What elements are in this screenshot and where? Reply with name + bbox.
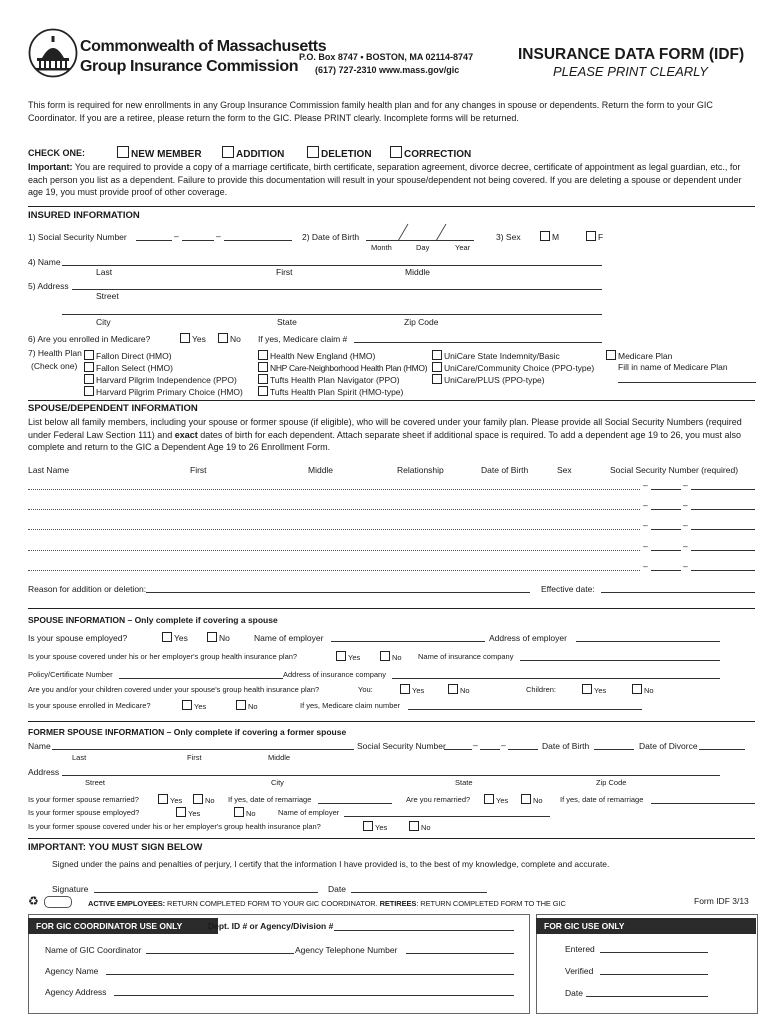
- former-ssn-1[interactable]: [444, 749, 472, 750]
- check-addition[interactable]: ADDITION: [222, 146, 284, 160]
- divorce-date-field[interactable]: [699, 749, 745, 750]
- you-remarried-yes[interactable]: Yes: [484, 794, 508, 805]
- plan-tufts-spirit[interactable]: Tufts Health Plan Spirit (HMO-type): [258, 386, 403, 397]
- check-deletion[interactable]: DELETION: [307, 146, 372, 160]
- spouse-heading: SPOUSE INFORMATION – Only complete if covering a spouse: [28, 615, 278, 625]
- mailing-address: P.O. Box 8747 • BOSTON, MA 02114-8747: [299, 52, 474, 62]
- col-dob: Date of Birth: [481, 465, 529, 475]
- insured-street-field[interactable]: [72, 289, 602, 290]
- return-instructions: ACTIVE EMPLOYEES: RETURN COMPLETED FORM TO YOUR GIC COORDINATOR. RETIREES: RETURN COMPLETED FORM TO THE GIC: [88, 899, 566, 908]
- your-remarriage-date-field[interactable]: [651, 803, 755, 804]
- former-covered-yes[interactable]: Yes: [363, 821, 387, 832]
- org-name-line2: Group Insurance Commission: [80, 58, 299, 75]
- form-subtitle: PLEASE PRINT CLEARLY: [553, 64, 708, 79]
- entered-field[interactable]: [600, 952, 708, 953]
- sex-m-checkbox[interactable]: M: [540, 231, 559, 242]
- important-notice: Important: You are required to provide a copy of a marriage certificate, birth certificate, separation agreement, divorce decree, certificate of appointment as legal guardian, etc., for each person you list as a dependent. Failure to provide this documentation will result in your spouse/dependent not being covered. If you are deleting a spouse or dependent under age 19, you must provide proof of other coverage.: [28, 162, 742, 197]
- medicare-question: 6) Are you enrolled in Medicare?: [28, 334, 151, 344]
- spouse-policy-field[interactable]: [119, 678, 283, 679]
- col-ssn: Social Security Number (required): [610, 465, 739, 475]
- former-employed-yes[interactable]: Yes: [176, 807, 200, 818]
- state-house-icon: [28, 28, 78, 78]
- former-covered-no[interactable]: No: [409, 821, 431, 832]
- dependents-instructions: List below all family members, including your spouse or former spouse (if eligible), who will be covered under your family plan. Please provide all Social Security Numbers (required under Federal Law Section 111) and exact dates of birth for each dependent. Attach separate sheet if additional space is required. To add a dependent age 19 to 26, you must also complete and return to the GIC a Dependent Age 19 to 26 Enrollment Form.: [28, 417, 742, 452]
- reason-label: Reason for addition or deletion:: [28, 584, 147, 594]
- address-label: 5) Address: [28, 281, 69, 291]
- col-middle: Middle: [308, 465, 334, 475]
- dob-slashes: [366, 222, 474, 242]
- former-remarried-q: Is your former spouse remarried?: [28, 795, 139, 804]
- spouse-medicare-q: Is your spouse enrolled in Medicare?: [28, 701, 151, 710]
- col-relationship: Relationship: [397, 465, 444, 475]
- former-spouse-heading: FORMER SPOUSE INFORMATION – Only complete if covering a former spouse: [28, 727, 347, 737]
- effective-date-field[interactable]: [601, 592, 755, 593]
- plan-fallon-direct[interactable]: Fallon Direct (HMO): [84, 350, 172, 361]
- plan-tufts-navigator[interactable]: Tufts Health Plan Navigator (PPO): [258, 374, 400, 385]
- perjury-statement: Signed under the pains and penalties of perjury, I certify that the information I have provided is, to the best of my knowledge, complete and accurate.: [52, 859, 610, 869]
- ssn-field-2[interactable]: [182, 240, 214, 241]
- check-one-label: CHECK ONE:: [28, 148, 86, 158]
- agency-address-field[interactable]: [114, 995, 514, 996]
- check-correction[interactable]: CORRECTION: [390, 146, 471, 160]
- spouse-insurer-address-field[interactable]: [392, 678, 720, 679]
- spouse-covered-no[interactable]: No: [380, 651, 402, 662]
- dept-id-field[interactable]: [334, 930, 514, 931]
- spouse-medicare-yes[interactable]: Yes: [182, 700, 206, 711]
- org-name-line1: Commonwealth of Massachusetts: [80, 38, 327, 55]
- signature-date-field[interactable]: [351, 892, 487, 893]
- insured-city-field[interactable]: [62, 314, 602, 315]
- plan-nhp[interactable]: NHP Care-Neighborhood Health Plan (HMO): [258, 362, 427, 373]
- former-remarriage-date-field[interactable]: [318, 803, 392, 804]
- spouse-medicare-no[interactable]: No: [236, 700, 258, 711]
- former-employed-no[interactable]: No: [234, 807, 256, 818]
- spouse-insurer-field[interactable]: [520, 660, 720, 661]
- former-dob-field[interactable]: [594, 749, 634, 750]
- former-employed-q: Is your former spouse employed?: [28, 808, 140, 817]
- plan-unicare-indemnity[interactable]: UniCare State Indemnity/Basic: [432, 350, 560, 361]
- ssn-field-3[interactable]: [224, 240, 292, 241]
- check-new-member[interactable]: NEW MEMBER: [117, 146, 202, 160]
- plan-fallon-select[interactable]: Fallon Select (HMO): [84, 362, 173, 373]
- medicare-no[interactable]: No: [218, 333, 241, 344]
- col-first: First: [190, 465, 207, 475]
- plan-harvard-primary[interactable]: Harvard Pilgrim Primary Choice (HMO): [84, 386, 243, 397]
- you-remarried-no[interactable]: No: [521, 794, 543, 805]
- spouse-covered-yes[interactable]: Yes: [336, 651, 360, 662]
- medicare-plan-name-field[interactable]: [618, 382, 756, 383]
- sex-f-checkbox[interactable]: F: [586, 231, 603, 242]
- ssn-field-1[interactable]: [136, 240, 172, 241]
- form-id: Form IDF 3/13: [694, 896, 749, 906]
- ssn-label: 1) Social Security Number: [28, 232, 127, 242]
- former-covered-q: Is your former spouse covered under his or her employer's group health insurance plan?: [28, 822, 321, 831]
- plan-hne[interactable]: Health New England (HMO): [258, 350, 375, 361]
- former-employer-field[interactable]: [344, 816, 550, 817]
- insured-name-field[interactable]: [62, 265, 602, 266]
- phone-website: (617) 727-2310 www.mass.gov/gic: [315, 65, 460, 75]
- medicare-claim-field[interactable]: [354, 342, 602, 343]
- name-label: 4) Name: [28, 257, 61, 267]
- plan-medicare[interactable]: Medicare Plan: [606, 350, 672, 361]
- medicare-claim-label: If yes, Medicare claim #: [258, 334, 348, 344]
- plan-unicare-community[interactable]: UniCare/Community Choice (PPO-type): [432, 362, 594, 373]
- dependents-heading: SPOUSE/DEPENDENT INFORMATION: [28, 403, 198, 414]
- spouse-employed-yes[interactable]: Yes: [162, 632, 188, 643]
- signature-field[interactable]: [94, 892, 318, 893]
- you-covered-yes[interactable]: Yes: [400, 684, 424, 695]
- coordinator-name-field[interactable]: [146, 953, 294, 954]
- verified-field[interactable]: [600, 974, 708, 975]
- effective-date-label: Effective date:: [541, 584, 595, 594]
- former-remarried-no[interactable]: No: [193, 794, 215, 805]
- dob-label: 2) Date of Birth: [302, 232, 360, 242]
- intro-text: This form is required for new enrollments in any Group Insurance Commission family health plan and for any changes in spouse or dependents. Return the form to your GIC Coordinator. If you are a retiree, please return the form to the GIC. Please PRINT clearly. Incomplete forms will be returned.: [28, 100, 713, 123]
- former-ssn-3[interactable]: [508, 749, 538, 750]
- children-covered-yes[interactable]: Yes: [582, 684, 606, 695]
- you-remarried-q: Are you remarried?: [406, 795, 471, 804]
- recycle-icon: ♻: [28, 894, 39, 908]
- plan-unicare-plus[interactable]: UniCare/PLUS (PPO-type): [432, 374, 545, 385]
- gic-date-field[interactable]: [586, 996, 708, 997]
- agency-phone-field[interactable]: [406, 953, 514, 954]
- spouse-employed-q: Is your spouse employed?: [28, 633, 128, 643]
- gic-use-tag: FOR GIC USE ONLY: [536, 918, 756, 934]
- logo-seal: [28, 28, 78, 78]
- you-children-covered-q: Are you and/or your children covered under your spouse's group health insurance plan?: [28, 685, 320, 694]
- spouse-employer-address-field[interactable]: [576, 641, 720, 642]
- insured-heading: INSURED INFORMATION: [28, 210, 140, 221]
- reason-field[interactable]: [146, 592, 530, 593]
- former-ssn-2[interactable]: [480, 749, 500, 750]
- coordinator-tag: FOR GIC COORDINATOR USE ONLY: [28, 918, 218, 934]
- former-spouse-address-field[interactable]: [62, 775, 720, 776]
- spouse-covered-q: Is your spouse covered under his or her employer's group health insurance plan?: [28, 652, 298, 661]
- form-title: INSURANCE DATA FORM (IDF): [518, 46, 745, 63]
- col-sex: Sex: [557, 465, 572, 475]
- sex-label: 3) Sex: [496, 232, 521, 242]
- spouse-medicare-claim-field[interactable]: [408, 709, 642, 710]
- former-remarried-yes[interactable]: Yes: [158, 794, 182, 805]
- health-plan-label: 7) Health Plan: [28, 348, 82, 358]
- col-last-name: Last Name: [28, 465, 70, 475]
- children-covered-no[interactable]: No: [632, 684, 654, 695]
- former-spouse-name-field[interactable]: [52, 749, 354, 750]
- spouse-employer-field[interactable]: [331, 641, 485, 642]
- medicare-yes[interactable]: Yes: [180, 333, 206, 344]
- spouse-employed-no[interactable]: No: [207, 632, 230, 643]
- agency-name-field[interactable]: [106, 974, 514, 975]
- plan-harvard-independence[interactable]: Harvard Pilgrim Independence (PPO): [84, 374, 237, 385]
- sign-heading: IMPORTANT: YOU MUST SIGN BELOW: [28, 842, 203, 853]
- union-bug-icon: [44, 896, 72, 908]
- you-covered-no[interactable]: No: [448, 684, 470, 695]
